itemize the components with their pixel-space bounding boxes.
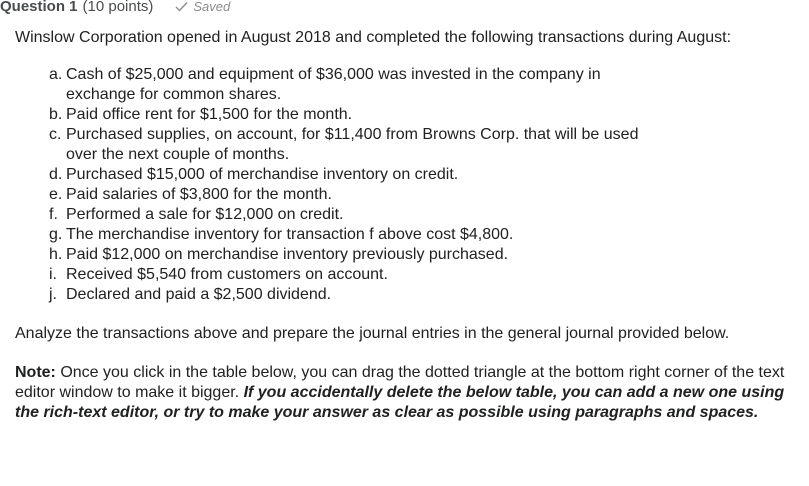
transaction-text: Purchased supplies, on account, for $11,400 from Browns Corp. that will be used over the next couple of months. xyxy=(66,126,639,163)
transaction-marker: h. xyxy=(49,246,63,263)
transaction-marker: e. xyxy=(49,186,63,203)
transaction-item xyxy=(49,165,666,185)
transaction-marker: g. xyxy=(49,226,63,243)
transaction-text: Purchased $15,000 of merchandise inventory on credit. xyxy=(66,166,459,183)
analyze-instructions: Analyze the transactions above and prepare the journal entries in the general journal provided below. xyxy=(15,325,730,342)
saved-status xyxy=(175,0,230,14)
transaction-marker: f. xyxy=(49,206,58,223)
transaction-marker: j. xyxy=(49,286,57,303)
transaction-marker: a. xyxy=(49,66,63,83)
transaction-marker: b. xyxy=(49,106,63,123)
transaction-text: Declared and paid a $2,500 dividend. xyxy=(66,286,332,303)
transaction-text: Paid office rent for $1,500 for the month. xyxy=(66,106,353,123)
transaction-item xyxy=(49,285,666,305)
transactions-list xyxy=(15,65,800,305)
transaction-item xyxy=(49,205,666,225)
transaction-text: Received $5,540 from customers on account. xyxy=(66,266,388,283)
transaction-item xyxy=(49,225,666,245)
transaction-item xyxy=(49,65,666,105)
transaction-item xyxy=(49,245,666,265)
question-title: Question 1 xyxy=(0,0,78,15)
note-emphasis: If you accidentally delete the below table, you can add a new one using the rich-text editor, or try to make your answer as clear as possible using paragraphs and spaces. xyxy=(15,384,785,421)
transaction-item xyxy=(49,125,666,165)
transaction-text: Performed a sale for $12,000 on credit. xyxy=(66,206,344,223)
transaction-text: Cash of $25,000 and equipment of $36,000 was invested in the company in exchange for common shares. xyxy=(66,66,601,103)
transaction-text: Paid salaries of $3,800 for the month. xyxy=(66,186,332,203)
transaction-marker: i. xyxy=(49,266,57,283)
saved-label: Saved xyxy=(193,0,231,14)
transaction-item xyxy=(49,185,666,205)
question-header xyxy=(0,0,230,17)
transaction-text: The merchandise inventory for transaction f above cost $4,800. xyxy=(66,226,514,243)
transaction-item xyxy=(49,105,666,125)
note-paragraph xyxy=(15,363,800,423)
question-points: (10 points) xyxy=(82,0,154,15)
transaction-marker: d. xyxy=(49,166,63,183)
transaction-text: Paid $12,000 on merchandise inventory previously purchased. xyxy=(66,246,509,263)
note-label: Note: xyxy=(15,364,56,381)
intro-text: Winslow Corporation opened in August 2018 and completed the following transactions during August: xyxy=(15,29,732,46)
check-icon xyxy=(175,1,188,12)
note-text: Once you click in the table below, you can drag the dotted triangle at the bottom right corner of the text editor window to make it bigger. xyxy=(15,364,785,401)
transaction-item xyxy=(49,265,666,285)
transaction-marker: c. xyxy=(49,126,62,143)
question-content xyxy=(15,28,800,423)
